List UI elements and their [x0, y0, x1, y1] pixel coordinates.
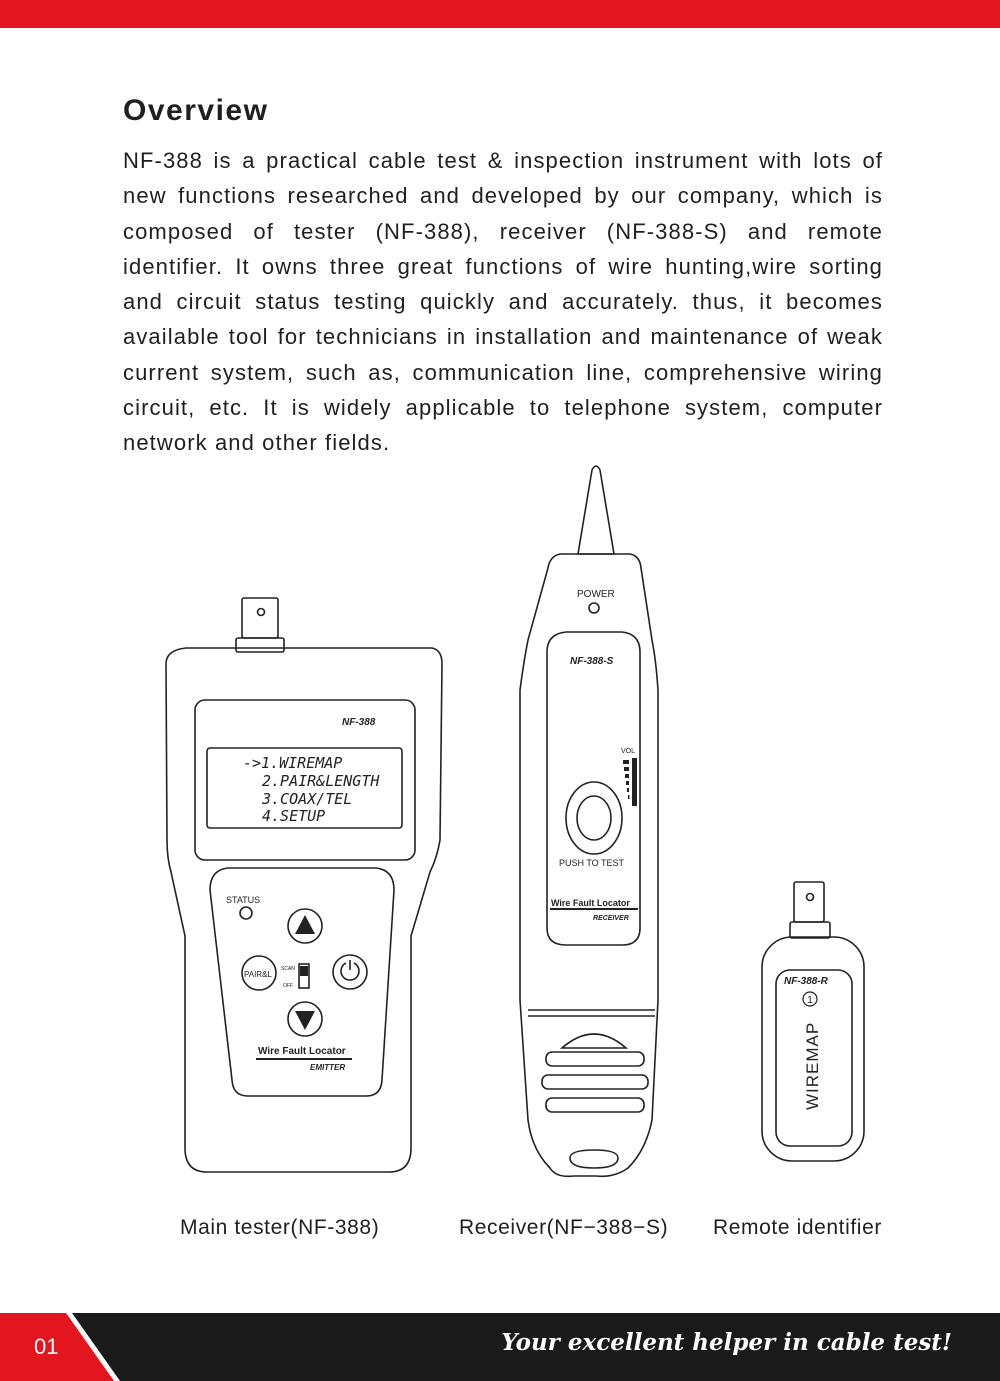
- remote-model-label: NF-388-R: [784, 976, 828, 987]
- tester-role-label: EMITTER: [310, 1063, 346, 1072]
- footer-tagline: Your excellent helper in cable test!: [501, 1329, 952, 1356]
- lcd-menu-item: 3.COAX/TEL: [262, 790, 353, 808]
- volume-indicator: [623, 758, 637, 806]
- footer-bar: [0, 1313, 1000, 1381]
- pair-length-button-label: PAIR&L: [244, 970, 272, 979]
- remote-caption: Remote identifier: [713, 1216, 882, 1239]
- lcd-menu-item: ->1.WIREMAP: [243, 754, 343, 772]
- power-label: POWER: [577, 589, 615, 600]
- remote-identifier-drawing: [762, 882, 864, 1161]
- receiver-brand-label: Wire Fault Locator: [551, 898, 630, 908]
- main-tester-drawing: [166, 598, 442, 1172]
- receiver-model-label: NF-388-S: [570, 656, 614, 667]
- top-accent-bar: [0, 0, 1000, 28]
- overview-paragraph: NF-388 is a practical cable test & inspection instrument with lots of new functions researched and developed by our company, which is composed of tester (NF-388), receiver (NF-388-S) and remote identifier. It owns three great functions of wire hunting,wire sorting and circuit status testing quickly and accurately. thus, it becomes available tool for technicians in installation and maintenance of weak current system, such as, communication line, comprehensive wiring circuit, etc. It is widely applicable to telephone system, computer network and other fields.: [123, 148, 883, 455]
- off-label: OFF: [283, 983, 293, 989]
- receiver-caption: Receiver(NF−388−S): [459, 1216, 669, 1239]
- volume-label: VOL: [621, 748, 636, 755]
- status-label: STATUS: [226, 895, 261, 905]
- receiver-drawing: [520, 466, 658, 1176]
- receiver-role-label: RECEIVER: [593, 915, 629, 922]
- page-number: 01: [34, 1334, 59, 1359]
- remote-wiremap-label: WIREMAP: [803, 1021, 822, 1110]
- tester-caption: Main tester(NF-388): [180, 1216, 380, 1239]
- tester-arrow-icons: [295, 915, 315, 1030]
- scan-label: SCAN: [281, 966, 295, 972]
- tester-brand-label: Wire Fault Locator: [258, 1046, 346, 1057]
- page-title: Overview: [123, 94, 269, 127]
- tester-model-label: NF-388: [342, 717, 376, 728]
- remote-number: 1: [807, 995, 813, 1006]
- product-illustration: [0, 455, 1000, 1195]
- lcd-menu-item: 2.PAIR&LENGTH: [262, 772, 380, 790]
- tester-lcd-menu: [243, 754, 380, 825]
- push-to-test-label: PUSH TO TEST: [559, 858, 625, 868]
- lcd-menu-item: 4.SETUP: [262, 807, 326, 825]
